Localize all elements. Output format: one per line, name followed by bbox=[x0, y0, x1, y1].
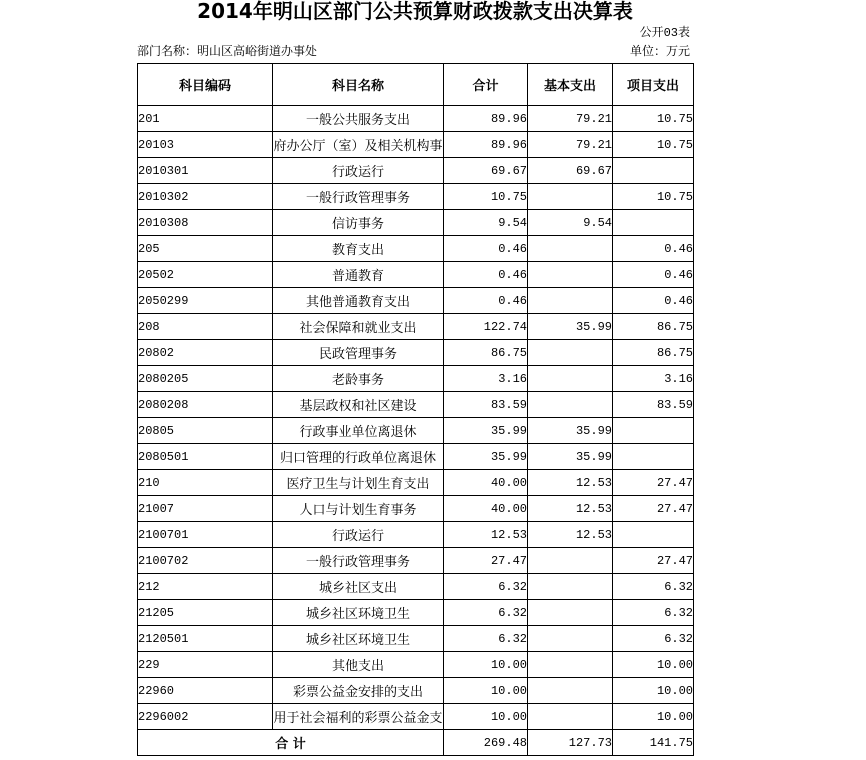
cell-total: 27.47 bbox=[444, 548, 528, 574]
cell-name: 城乡社区环境卫生 bbox=[273, 600, 444, 626]
cell-code: 2100701 bbox=[138, 522, 273, 548]
cell-total: 6.32 bbox=[444, 574, 528, 600]
cell-project: 10.00 bbox=[613, 652, 694, 678]
cell-total: 0.46 bbox=[444, 288, 528, 314]
cell-basic: 12.53 bbox=[528, 470, 613, 496]
table-row bbox=[138, 470, 694, 496]
table-row bbox=[138, 444, 694, 470]
table-row bbox=[138, 496, 694, 522]
table-row bbox=[138, 158, 694, 184]
header-total: 合计 bbox=[444, 64, 528, 106]
cell-project: 27.47 bbox=[613, 548, 694, 574]
table-row bbox=[138, 652, 694, 678]
cell-basic: 69.67 bbox=[528, 158, 613, 184]
cell-project: 0.46 bbox=[613, 288, 694, 314]
table-row bbox=[138, 366, 694, 392]
cell-basic bbox=[528, 392, 613, 418]
cell-name: 一般行政管理事务 bbox=[273, 184, 444, 210]
cell-total: 86.75 bbox=[444, 340, 528, 366]
cell-name: 城乡社区支出 bbox=[273, 574, 444, 600]
cell-name: 行政运行 bbox=[273, 522, 444, 548]
cell-code: 21205 bbox=[138, 600, 273, 626]
cell-code: 205 bbox=[138, 236, 273, 262]
table-row bbox=[138, 600, 694, 626]
cell-project: 3.16 bbox=[613, 366, 694, 392]
header-basic: 基本支出 bbox=[528, 64, 613, 106]
cell-total: 0.46 bbox=[444, 262, 528, 288]
cell-total: 3.16 bbox=[444, 366, 528, 392]
cell-name: 行政事业单位离退休 bbox=[273, 418, 444, 444]
cell-project bbox=[613, 444, 694, 470]
cell-name: 民政管理事务 bbox=[273, 340, 444, 366]
table-row bbox=[138, 236, 694, 262]
cell-name: 一般公共服务支出 bbox=[273, 106, 444, 132]
cell-total: 6.32 bbox=[444, 600, 528, 626]
table-row bbox=[138, 262, 694, 288]
cell-code: 2296002 bbox=[138, 704, 273, 730]
cell-project: 10.00 bbox=[613, 704, 694, 730]
cell-total: 83.59 bbox=[444, 392, 528, 418]
cell-basic bbox=[528, 548, 613, 574]
table-row bbox=[138, 522, 694, 548]
cell-code: 2120501 bbox=[138, 626, 273, 652]
cell-code: 212 bbox=[138, 574, 273, 600]
table-row bbox=[138, 314, 694, 340]
cell-basic bbox=[528, 184, 613, 210]
cell-code: 2010301 bbox=[138, 158, 273, 184]
table-row bbox=[138, 418, 694, 444]
table-body bbox=[138, 106, 694, 730]
cell-name: 老龄事务 bbox=[273, 366, 444, 392]
header-project: 项目支出 bbox=[613, 64, 694, 106]
cell-total: 122.74 bbox=[444, 314, 528, 340]
cell-basic: 35.99 bbox=[528, 444, 613, 470]
cell-name: 其他普通教育支出 bbox=[273, 288, 444, 314]
cell-total: 10.00 bbox=[444, 652, 528, 678]
cell-project: 10.75 bbox=[613, 184, 694, 210]
cell-name: 人口与计划生育事务 bbox=[273, 496, 444, 522]
cell-code: 2080208 bbox=[138, 392, 273, 418]
cell-project: 0.46 bbox=[613, 236, 694, 262]
header-row bbox=[138, 64, 694, 106]
cell-total: 10.00 bbox=[444, 678, 528, 704]
cell-basic: 9.54 bbox=[528, 210, 613, 236]
table-row bbox=[138, 626, 694, 652]
cell-code: 20502 bbox=[138, 262, 273, 288]
cell-name: 其他支出 bbox=[273, 652, 444, 678]
table-row bbox=[138, 574, 694, 600]
cell-project: 6.32 bbox=[613, 626, 694, 652]
cell-total: 69.67 bbox=[444, 158, 528, 184]
cell-code: 21007 bbox=[138, 496, 273, 522]
cell-basic bbox=[528, 678, 613, 704]
cell-code: 2010302 bbox=[138, 184, 273, 210]
department-name: 部门名称：明山区高峪街道办事处 bbox=[137, 45, 318, 59]
document-title: 2014年明山区部门公共预算财政拨款支出决算表 bbox=[197, 0, 633, 23]
cell-project: 6.32 bbox=[613, 574, 694, 600]
cell-name: 彩票公益金安排的支出 bbox=[273, 678, 444, 704]
cell-basic: 12.53 bbox=[528, 522, 613, 548]
cell-name: 用于社会福利的彩票公益金支 bbox=[273, 704, 444, 730]
total-label: 合 计 bbox=[138, 730, 444, 756]
cell-basic bbox=[528, 600, 613, 626]
cell-project: 83.59 bbox=[613, 392, 694, 418]
table-row bbox=[138, 392, 694, 418]
table-row bbox=[138, 548, 694, 574]
cell-total: 10.75 bbox=[444, 184, 528, 210]
header-code: 科目编码 bbox=[138, 64, 273, 106]
table-row bbox=[138, 106, 694, 132]
cell-name: 府办公厅（室）及相关机构事 bbox=[273, 132, 444, 158]
total-project: 141.75 bbox=[613, 730, 694, 756]
total-basic: 127.73 bbox=[528, 730, 613, 756]
cell-total: 10.00 bbox=[444, 704, 528, 730]
total-row bbox=[138, 730, 694, 756]
cell-project: 0.46 bbox=[613, 262, 694, 288]
cell-total: 35.99 bbox=[444, 418, 528, 444]
cell-project: 86.75 bbox=[613, 340, 694, 366]
cell-name: 一般行政管理事务 bbox=[273, 548, 444, 574]
cell-name: 行政运行 bbox=[273, 158, 444, 184]
cell-project: 10.75 bbox=[613, 132, 694, 158]
cell-basic bbox=[528, 262, 613, 288]
cell-total: 89.96 bbox=[444, 132, 528, 158]
cell-total: 40.00 bbox=[444, 470, 528, 496]
cell-code: 22960 bbox=[138, 678, 273, 704]
cell-project: 10.75 bbox=[613, 106, 694, 132]
cell-name: 城乡社区环境卫生 bbox=[273, 626, 444, 652]
cell-basic bbox=[528, 704, 613, 730]
cell-code: 20802 bbox=[138, 340, 273, 366]
cell-total: 35.99 bbox=[444, 444, 528, 470]
cell-total: 6.32 bbox=[444, 626, 528, 652]
cell-total: 89.96 bbox=[444, 106, 528, 132]
cell-basic bbox=[528, 236, 613, 262]
cell-total: 40.00 bbox=[444, 496, 528, 522]
cell-code: 208 bbox=[138, 314, 273, 340]
cell-project: 27.47 bbox=[613, 496, 694, 522]
cell-code: 2080205 bbox=[138, 366, 273, 392]
cell-total: 9.54 bbox=[444, 210, 528, 236]
cell-name: 社会保障和就业支出 bbox=[273, 314, 444, 340]
unit-label: 单位：万元 bbox=[629, 45, 690, 59]
cell-project bbox=[613, 418, 694, 444]
cell-code: 210 bbox=[138, 470, 273, 496]
header-name: 科目名称 bbox=[273, 64, 444, 106]
table-row bbox=[138, 340, 694, 366]
cell-total: 0.46 bbox=[444, 236, 528, 262]
cell-basic: 79.21 bbox=[528, 132, 613, 158]
cell-code: 2100702 bbox=[138, 548, 273, 574]
cell-basic bbox=[528, 652, 613, 678]
cell-code: 229 bbox=[138, 652, 273, 678]
budget-table bbox=[137, 63, 694, 756]
cell-project bbox=[613, 522, 694, 548]
cell-total: 12.53 bbox=[444, 522, 528, 548]
cell-name: 信访事务 bbox=[273, 210, 444, 236]
cell-basic bbox=[528, 626, 613, 652]
cell-code: 2010308 bbox=[138, 210, 273, 236]
cell-basic bbox=[528, 288, 613, 314]
cell-basic: 35.99 bbox=[528, 418, 613, 444]
cell-project: 10.00 bbox=[613, 678, 694, 704]
table-row bbox=[138, 210, 694, 236]
cell-basic bbox=[528, 340, 613, 366]
cell-project: 27.47 bbox=[613, 470, 694, 496]
cell-basic: 35.99 bbox=[528, 314, 613, 340]
cell-basic bbox=[528, 366, 613, 392]
cell-project bbox=[613, 158, 694, 184]
cell-project: 6.32 bbox=[613, 600, 694, 626]
cell-name: 普通教育 bbox=[273, 262, 444, 288]
cell-basic bbox=[528, 574, 613, 600]
table-row bbox=[138, 678, 694, 704]
cell-name: 基层政权和社区建设 bbox=[273, 392, 444, 418]
cell-basic: 12.53 bbox=[528, 496, 613, 522]
table-row bbox=[138, 184, 694, 210]
cell-name: 教育支出 bbox=[273, 236, 444, 262]
cell-project bbox=[613, 210, 694, 236]
cell-code: 201 bbox=[138, 106, 273, 132]
cell-project: 86.75 bbox=[613, 314, 694, 340]
form-number: 公开03表 bbox=[639, 26, 690, 40]
cell-name: 归口管理的行政单位离退休 bbox=[273, 444, 444, 470]
cell-code: 20805 bbox=[138, 418, 273, 444]
cell-code: 2050299 bbox=[138, 288, 273, 314]
table-row bbox=[138, 132, 694, 158]
total-sum: 269.48 bbox=[444, 730, 528, 756]
cell-name: 医疗卫生与计划生育支出 bbox=[273, 470, 444, 496]
table-row bbox=[138, 704, 694, 730]
cell-code: 20103 bbox=[138, 132, 273, 158]
table-row bbox=[138, 288, 694, 314]
cell-basic: 79.21 bbox=[528, 106, 613, 132]
cell-code: 2080501 bbox=[138, 444, 273, 470]
